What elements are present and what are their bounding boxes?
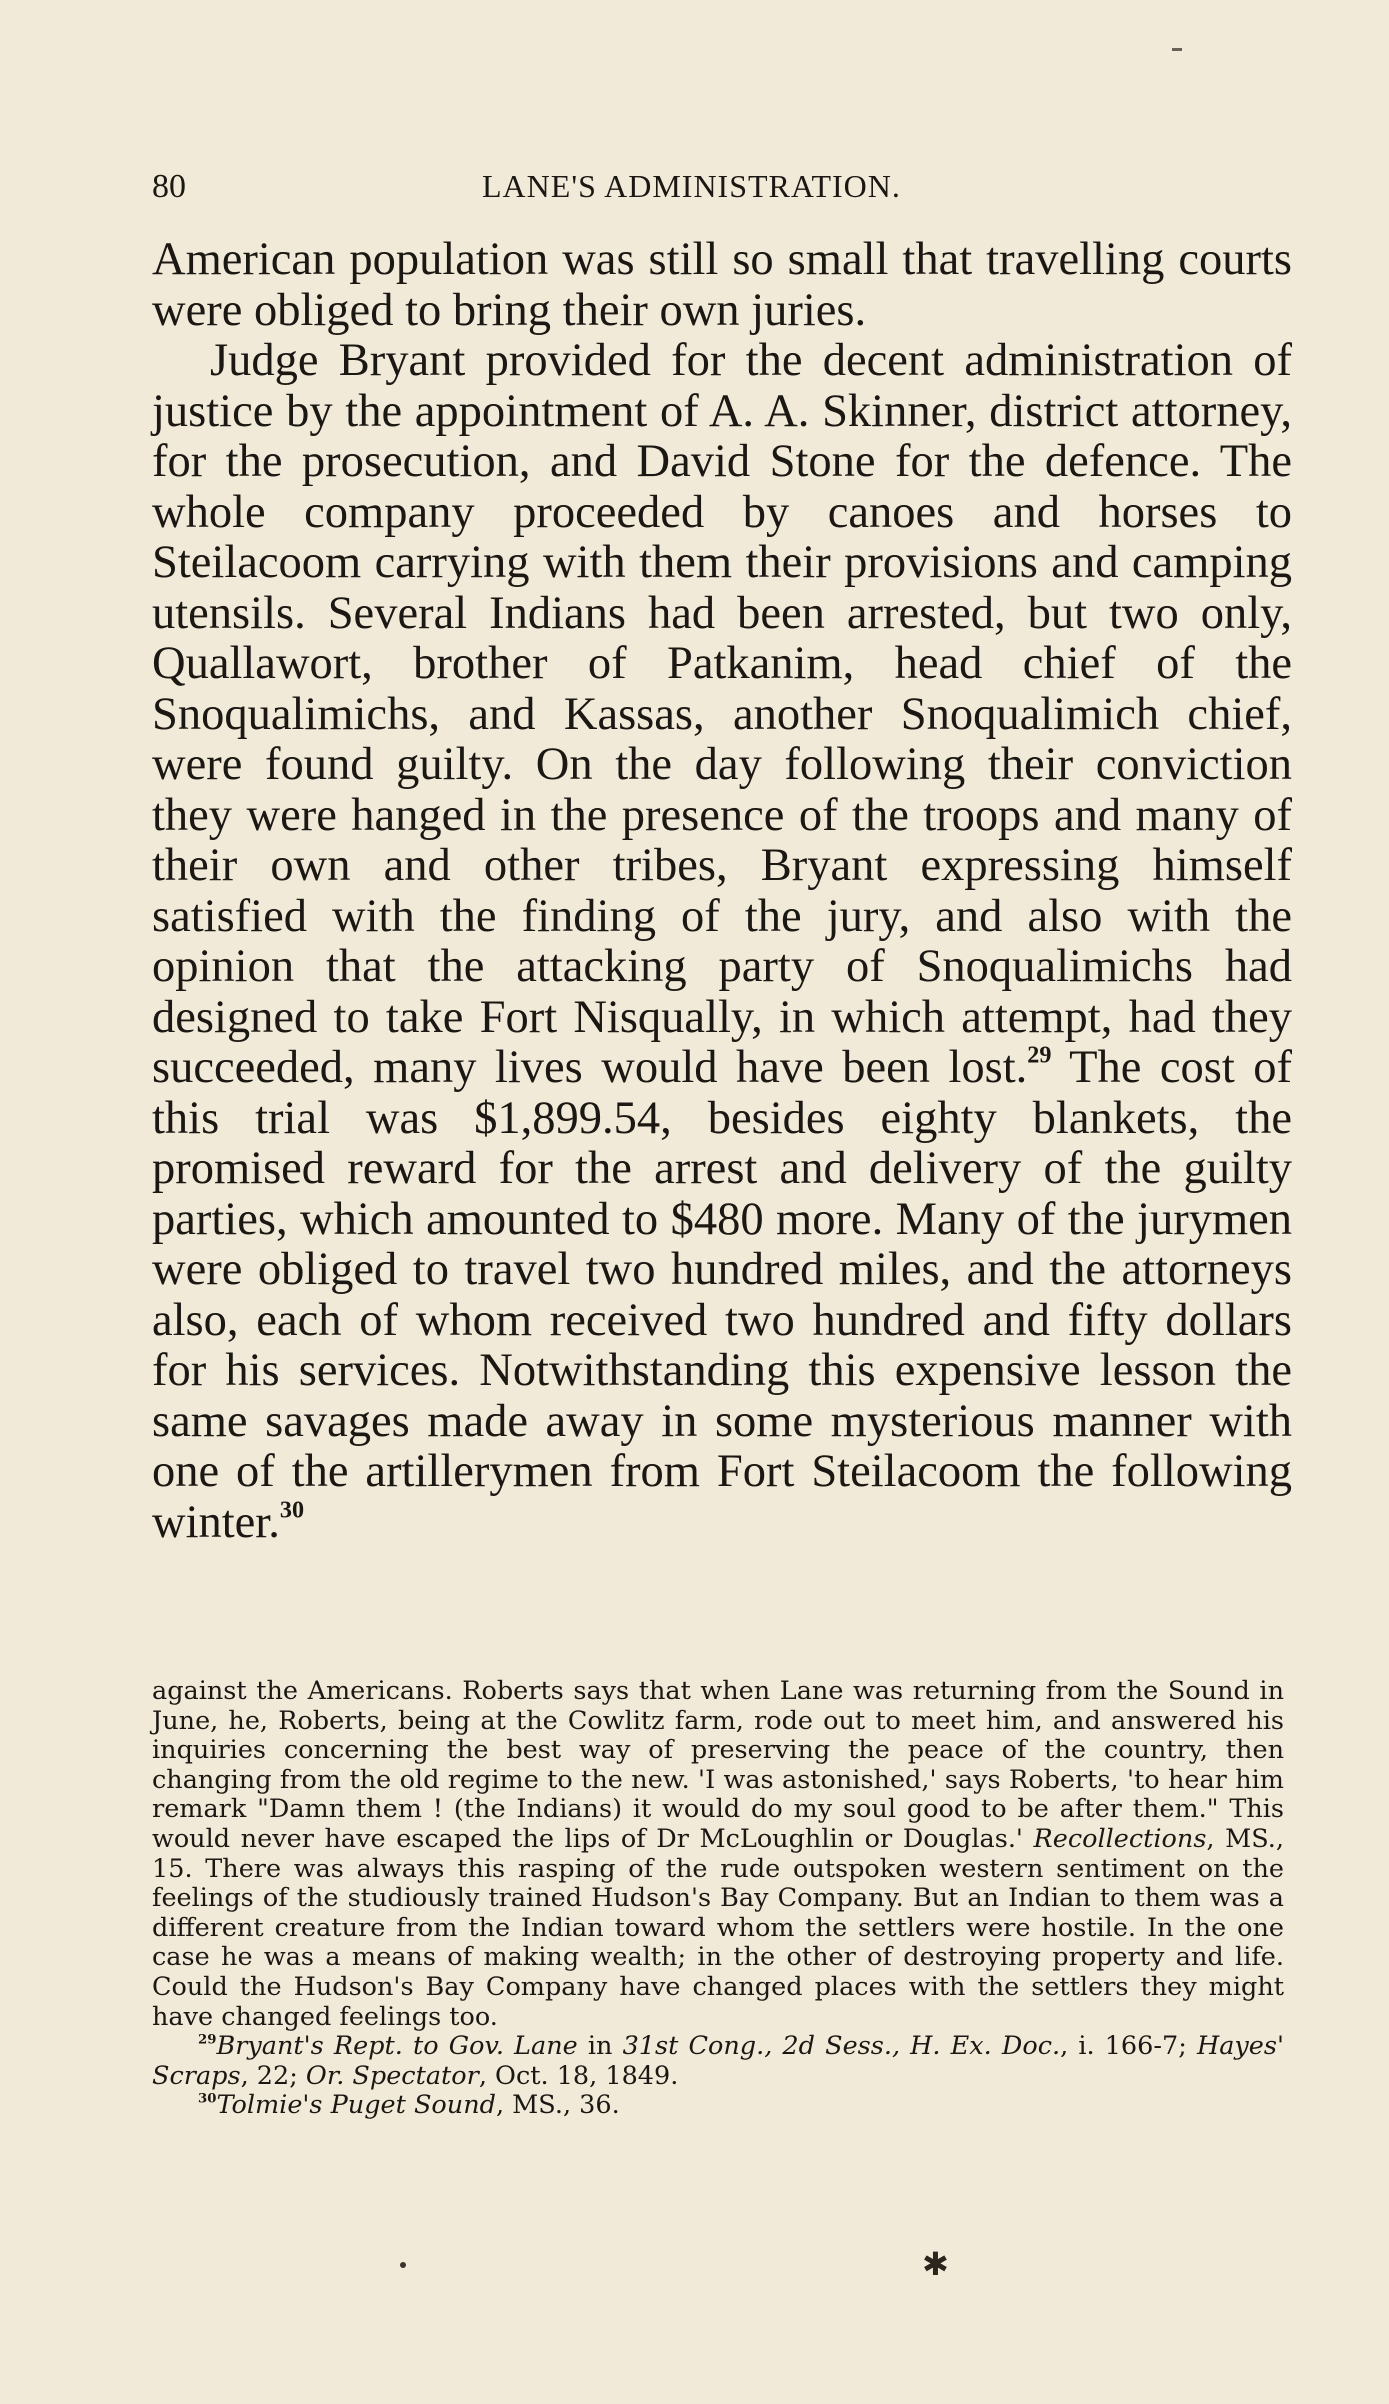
running-head bbox=[152, 168, 1282, 208]
running-title: LANE'S ADMINISTRATION. bbox=[482, 168, 901, 204]
footnote-text: , Oct. 18, 1849. bbox=[478, 2060, 679, 2091]
paragraph-1 bbox=[152, 235, 1292, 336]
print-dot bbox=[400, 2262, 406, 2268]
footnote-text: against the Americans. Roberts says that when Lane was returning from the Sound in June, he, Roberts, being at the Cowlitz farm, rode out to meet him, and answered his inquiries concerning the best way of preserving the peace of the country, then changing from the old regime to the new. 'I was astonished,' says Roberts, 'to hear him remark "Damn them ! (the Indians) it would do my soul good to be after them." This would never have escaped the lips of Dr McLoughlin or Douglas.' bbox=[152, 1676, 1284, 1854]
paragraph-2 bbox=[152, 336, 1292, 1548]
footnote-text: , MS., 15. There was always this rasping of the rude outspoken western sentiment on the feelings of the studiously trained Hudson's Bay Company. But an Indian to them was a different creature from the Indian toward whom the settlers were hostile. In the one case he was a means of making wealth; in the other of destroying property and life. Could the Hudson's Bay Company have changed places with the settlers they might have changed feelings too. bbox=[152, 1823, 1284, 2032]
footnote-29 bbox=[152, 2032, 1284, 2091]
footnote-citation: 31st Cong., 2d Sess., H. Ex. Doc. bbox=[622, 2031, 1061, 2062]
page-number: 80 bbox=[152, 168, 186, 205]
printer-ornament-icon: ✱ bbox=[922, 2245, 949, 2283]
footnote-citation: Tolmie's Puget Sound bbox=[216, 2090, 496, 2121]
footnote-citation: Recollections bbox=[1033, 1823, 1207, 1854]
paragraph-text: Judge Bryant provided for the decent administration of justice by the appointment of A. A. Skinner, district attorney, for the prosecution, and David Stone for the defence. The whole company proceeded by canoes and horses to Steilacoom carrying with them their provisions and camping utensils. Several Indians had been arrested, but two only, Quallawort, brother of Patkanim, head chief of the Snoqualimichs, and Kassas, another Snoqualimich chief, were found guilty. On the day following their conviction they were hanged in the presence of the troops and many of their own and other tribes, Bryant expressing himself satisfied with the finding of the jury, and also with the opinion that the attacking party of Snoqualimichs had designed to take Fort Nisqually, in which attempt, had they succeeded, many lives would have been lost. bbox=[152, 335, 1292, 1093]
footnote-text: , MS., 36. bbox=[495, 2090, 620, 2121]
footnote-text: , 22; bbox=[240, 2060, 306, 2091]
footnote-marker: 30 bbox=[198, 2091, 217, 2107]
footnote-citation: Hayes' Scraps bbox=[152, 2031, 1284, 2091]
footnote-ref-30[interactable]: 30 bbox=[279, 1496, 305, 1524]
footnote-text: in bbox=[577, 2031, 623, 2062]
paragraph-text: The cost of this trial was $1,899.54, besides eighty blankets, the promised reward for the arrest and delivery of the guilty parties, which amounted to $480 more. Many of the jurymen were obliged to travel two hundred miles, and the attorneys also, each of whom received two hundred and fifty dollars for his services. Notwithstanding this expensive lesson the same savages made away in some mysterious manner with one of the artillerymen from Fort Steilacoom the following winter. bbox=[152, 1042, 1292, 1548]
footnotes bbox=[152, 1677, 1284, 2121]
footnote-citation: Bryant's Rept. to Gov. Lane bbox=[216, 2031, 578, 2062]
paragraph-text: American population was still so small that travelling courts were obliged to bring their own juries. bbox=[152, 234, 1292, 336]
footnote-marker: 29 bbox=[198, 2032, 217, 2048]
body-text bbox=[152, 235, 1292, 1548]
footnote-continuation bbox=[152, 1677, 1284, 2032]
footnote-30 bbox=[152, 2091, 1284, 2121]
print-mark bbox=[1172, 48, 1182, 51]
footnote-ref-29[interactable]: 29 bbox=[1027, 1041, 1052, 1069]
footnote-citation: Or. Spectator bbox=[305, 2060, 479, 2091]
footnote-text: , i. 166-7; bbox=[1060, 2031, 1197, 2062]
